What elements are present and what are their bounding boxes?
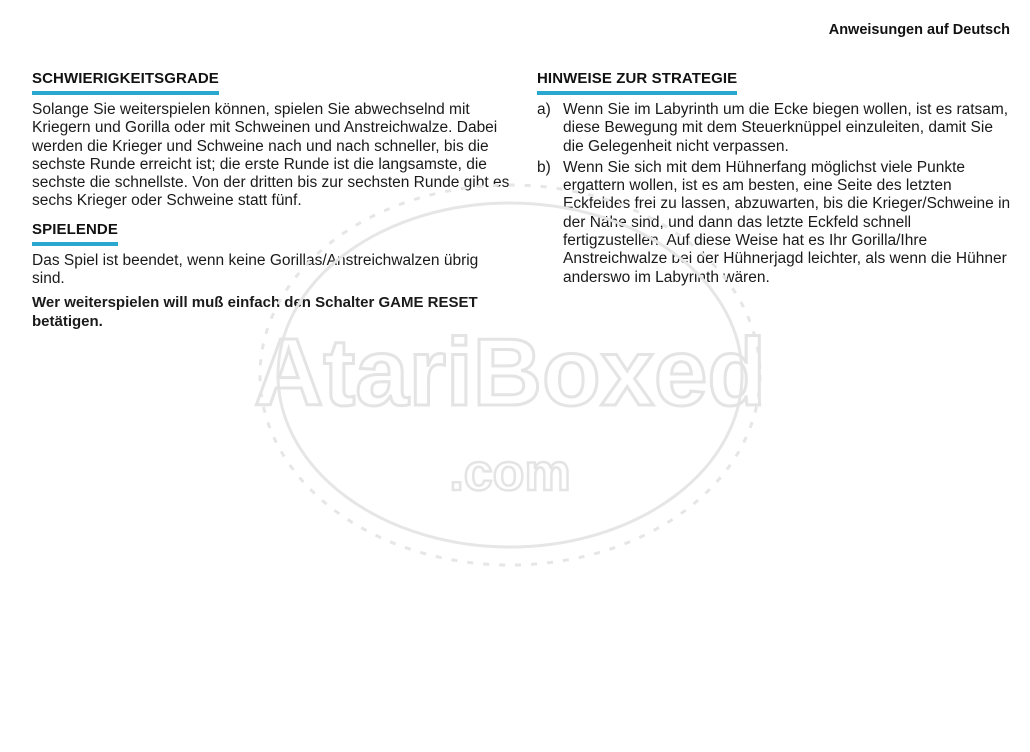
page-header: Anweisungen auf Deutsch (828, 22, 1010, 38)
list-item (537, 159, 1015, 287)
list-item-text: Wenn Sie im Labyrinth um die Ecke biegen wollen, ist es ratsam, diese Bewegung mit dem Steuerknüppel einzuleiten, damit Sie die Gelegenheit nicht verpassen. (563, 101, 1009, 155)
list-marker: b) (537, 158, 551, 176)
strategy-list (537, 101, 1015, 287)
watermark-main-text: AtariBoxed (253, 319, 767, 426)
strategy-heading: HINWEISE ZUR STRATEGIE (537, 70, 737, 95)
watermark-sub-text: .com (449, 444, 571, 502)
left-column (32, 70, 510, 331)
game-end-heading: SPIELENDE (32, 221, 118, 246)
list-item (537, 101, 1015, 156)
right-column (537, 70, 1015, 290)
game-end-paragraph: Das Spiel ist beendet, wenn keine Gorillas/Anstreichwalzen übrig sind. (32, 251, 479, 288)
difficulty-heading: SCHWIERIGKEITSGRADE (32, 70, 219, 95)
list-marker: a) (537, 101, 551, 118)
difficulty-paragraph: Solange Sie weiterspielen können, spielen Sie abwechselnd mit Kriegern und Gorilla oder mit Schweinen und Anstreichwalze. Dabei werden die Krieger und Schweine nach und nach schneller, bis die sechste Runde erreicht ist; die erste Runde ist die langsamste, die sechste die schnellste. Von der dritten bis zur sechsten Runde gibt es sechs Krieger oder Schweine statt fünf. (32, 101, 510, 210)
game-reset-note: Wer weiterspielen will muß einfach den Schalter GAME RESET betätigen. (32, 294, 478, 330)
list-item-text: Wenn Sie sich mit dem Hühnerfang möglichst viele Punkte ergattern wollen, ist es am besten, eine Seite des letzten Eckfeldes frei zu lassen, abzuwarten, bis die Krieger/Schweine in der Nähe sind, und dann das letzte Eckfeld schnell fertigzustellen. Auf diese Weise hat es Ihr Gorilla/Ihre Anstreichwalze bei der Hühnerjagd leichter, als wenn die Hühner anderswo im Labyrinth wären. (563, 158, 1011, 286)
